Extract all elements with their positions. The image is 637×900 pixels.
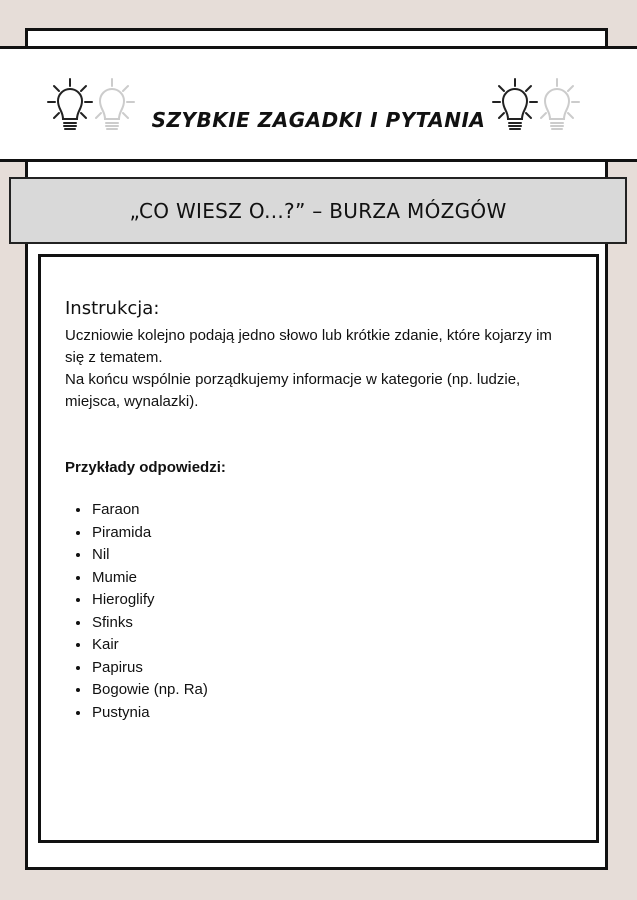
list-item: • Nil: [91, 544, 572, 567]
list-item: • Hieroglify: [91, 589, 572, 612]
content-box: [38, 254, 599, 843]
list-item: • Mumie: [91, 567, 572, 590]
instructions-heading: Instrukcja:: [65, 298, 160, 319]
header-band: [0, 46, 637, 162]
page-title: SZYBKIE ZAGADKI I PYTANIA: [151, 108, 486, 132]
list-item: • Pustynia: [91, 702, 572, 725]
section-title: „CO WIESZ O...?” – BURZA MÓZGÓW: [129, 198, 507, 223]
list-item: • Faraon: [91, 499, 572, 522]
list-item: • Piramida: [91, 522, 572, 545]
examples-list: [65, 499, 572, 724]
instructions-line-2: Na końcu wspólnie porządkujemy informacje w kategorie (np. ludzie, miejsca, wynalazki).: [65, 371, 521, 410]
examples-heading: Przykłady odpowiedzi:: [65, 459, 226, 476]
lightbulb-icon: [485, 77, 585, 137]
list-item: • Sfinks: [91, 612, 572, 635]
subtitle-band: [9, 177, 627, 244]
list-item: • Kair: [91, 634, 572, 657]
instructions-line-1: Uczniowie kolejno podają jedno słowo lub krótkie zdanie, które kojarzy im się z tematem.: [65, 327, 552, 366]
list-item: • Papirus: [91, 657, 572, 680]
list-item: • Bogowie (np. Ra): [91, 679, 572, 702]
